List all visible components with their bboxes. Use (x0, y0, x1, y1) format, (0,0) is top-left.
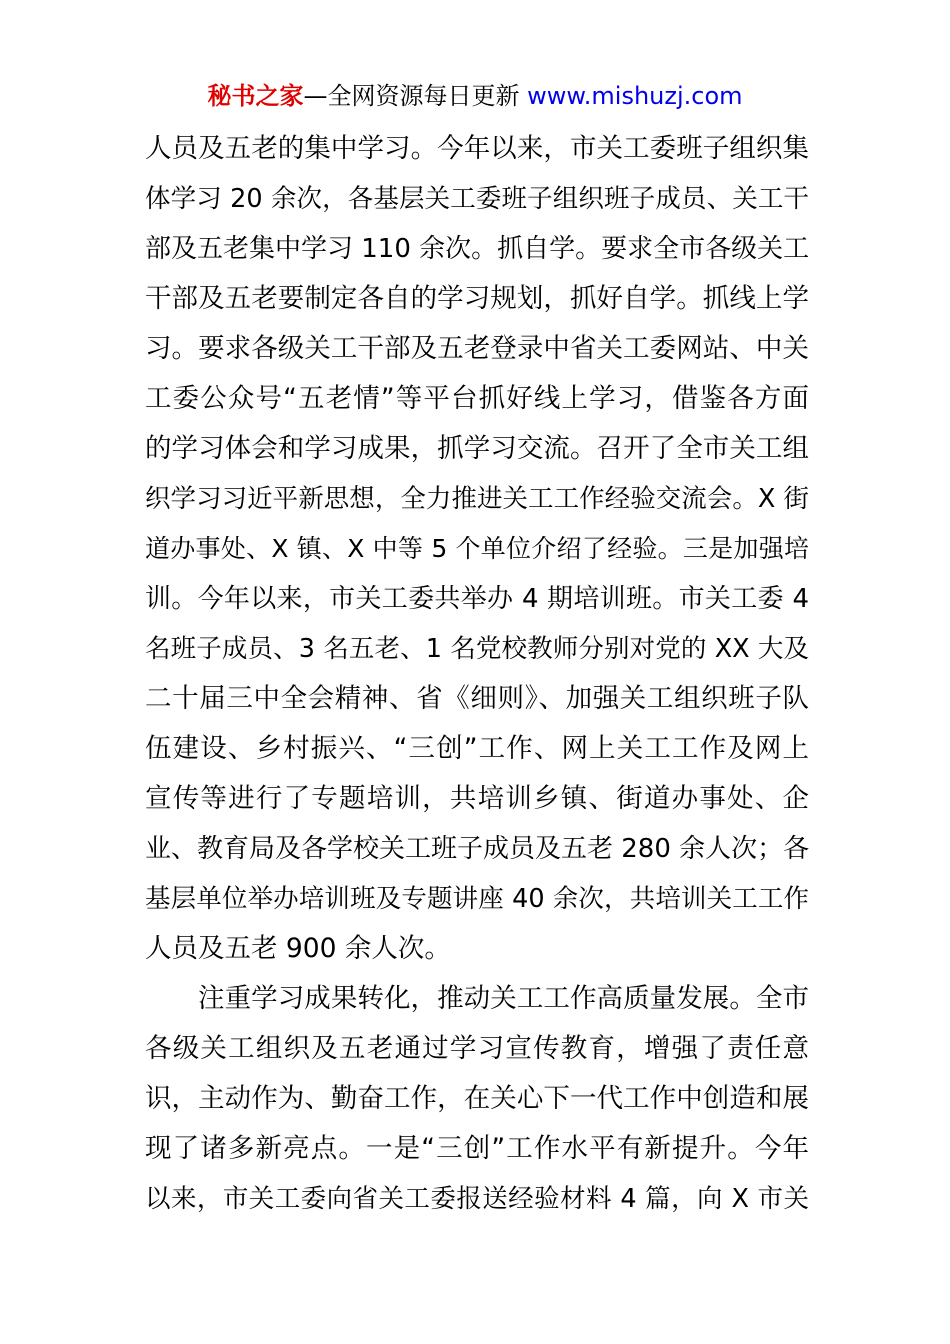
text-line: 人员及五老的集中学习。今年以来，市关工委班子组织集 (145, 133, 809, 164)
text-line: 以来，市关工委向省关工委报送经验材料 4 篇，向 X 市关 (145, 1184, 809, 1214)
text-line: 各级关工组织及五老通过学习宣传教育，增强了责任意 (145, 1033, 809, 1064)
brand-name: 秘书之家 (207, 82, 304, 110)
text-line: 业、教育局及各学校关工班子成员及五老 280 余人次；各 (145, 834, 810, 864)
text-line: 工委公众号“五老情”等平台抓好线上学习，借鉴各方面 (145, 383, 809, 414)
text-line: 体学习 20 余次，各基层关工委班子组织班子成员、关工干 (145, 184, 809, 214)
text-line: 的学习体会和学习成果，抓学习交流。召开了全市关工组 (145, 433, 809, 464)
text-line: 识，主动作为、勤奋工作，在关心下一代工作中创造和展 (145, 1083, 809, 1114)
text-line: 织学习习近平新思想，全力推进关工工作经验交流会。X 街 (145, 484, 809, 514)
text-line: 部及五老集中学习 110 余次。抓自学。要求全市各级关工 (145, 234, 810, 264)
text-line: 注重学习成果转化，推动关工工作高质量发展。全市 (198, 983, 809, 1014)
text-line: 基层单位举办培训班及专题讲座 40 余次，共培训关工工作 (145, 884, 809, 914)
text-line: 名班子成员、3 名五老、1 名党校教师分别对党的 XX 大及 (145, 634, 809, 664)
text-line: 道办事处、X 镇、X 中等 5 个单位介绍了经验。三是加强培 (145, 534, 809, 563)
text-line: 干部及五老要制定各自的学习规划，抓好自学。抓线上学 (145, 283, 809, 314)
page-header (0, 80, 950, 112)
text-line: 人员及五老 900 余人次。 (145, 933, 451, 964)
paragraph (145, 124, 809, 974)
text-line: 习。要求各级关工干部及五老登录中省关工委网站、中关 (145, 333, 809, 364)
header-tagline: —全网资源每日更新 (303, 82, 520, 110)
text-line: 二十届三中全会精神、省《细则》、加强关工组织班子队 (145, 683, 809, 714)
site-url-link[interactable]: www.mishuzj.com (527, 82, 743, 110)
text-line: 伍建设、乡村振兴、“三创”工作、网上关工工作及网上 (145, 733, 809, 764)
text-line: 训。今年以来，市关工委共举办 4 期培训班。市关工委 4 (145, 584, 809, 614)
text-line: 宣传等进行了专题培训，共培训乡镇、街道办事处、企 (145, 783, 809, 814)
document-body (145, 124, 809, 1224)
paragraph (145, 974, 809, 1224)
text-line: 现了诸多新亮点。一是“三创”工作水平有新提升。今年 (145, 1133, 809, 1164)
